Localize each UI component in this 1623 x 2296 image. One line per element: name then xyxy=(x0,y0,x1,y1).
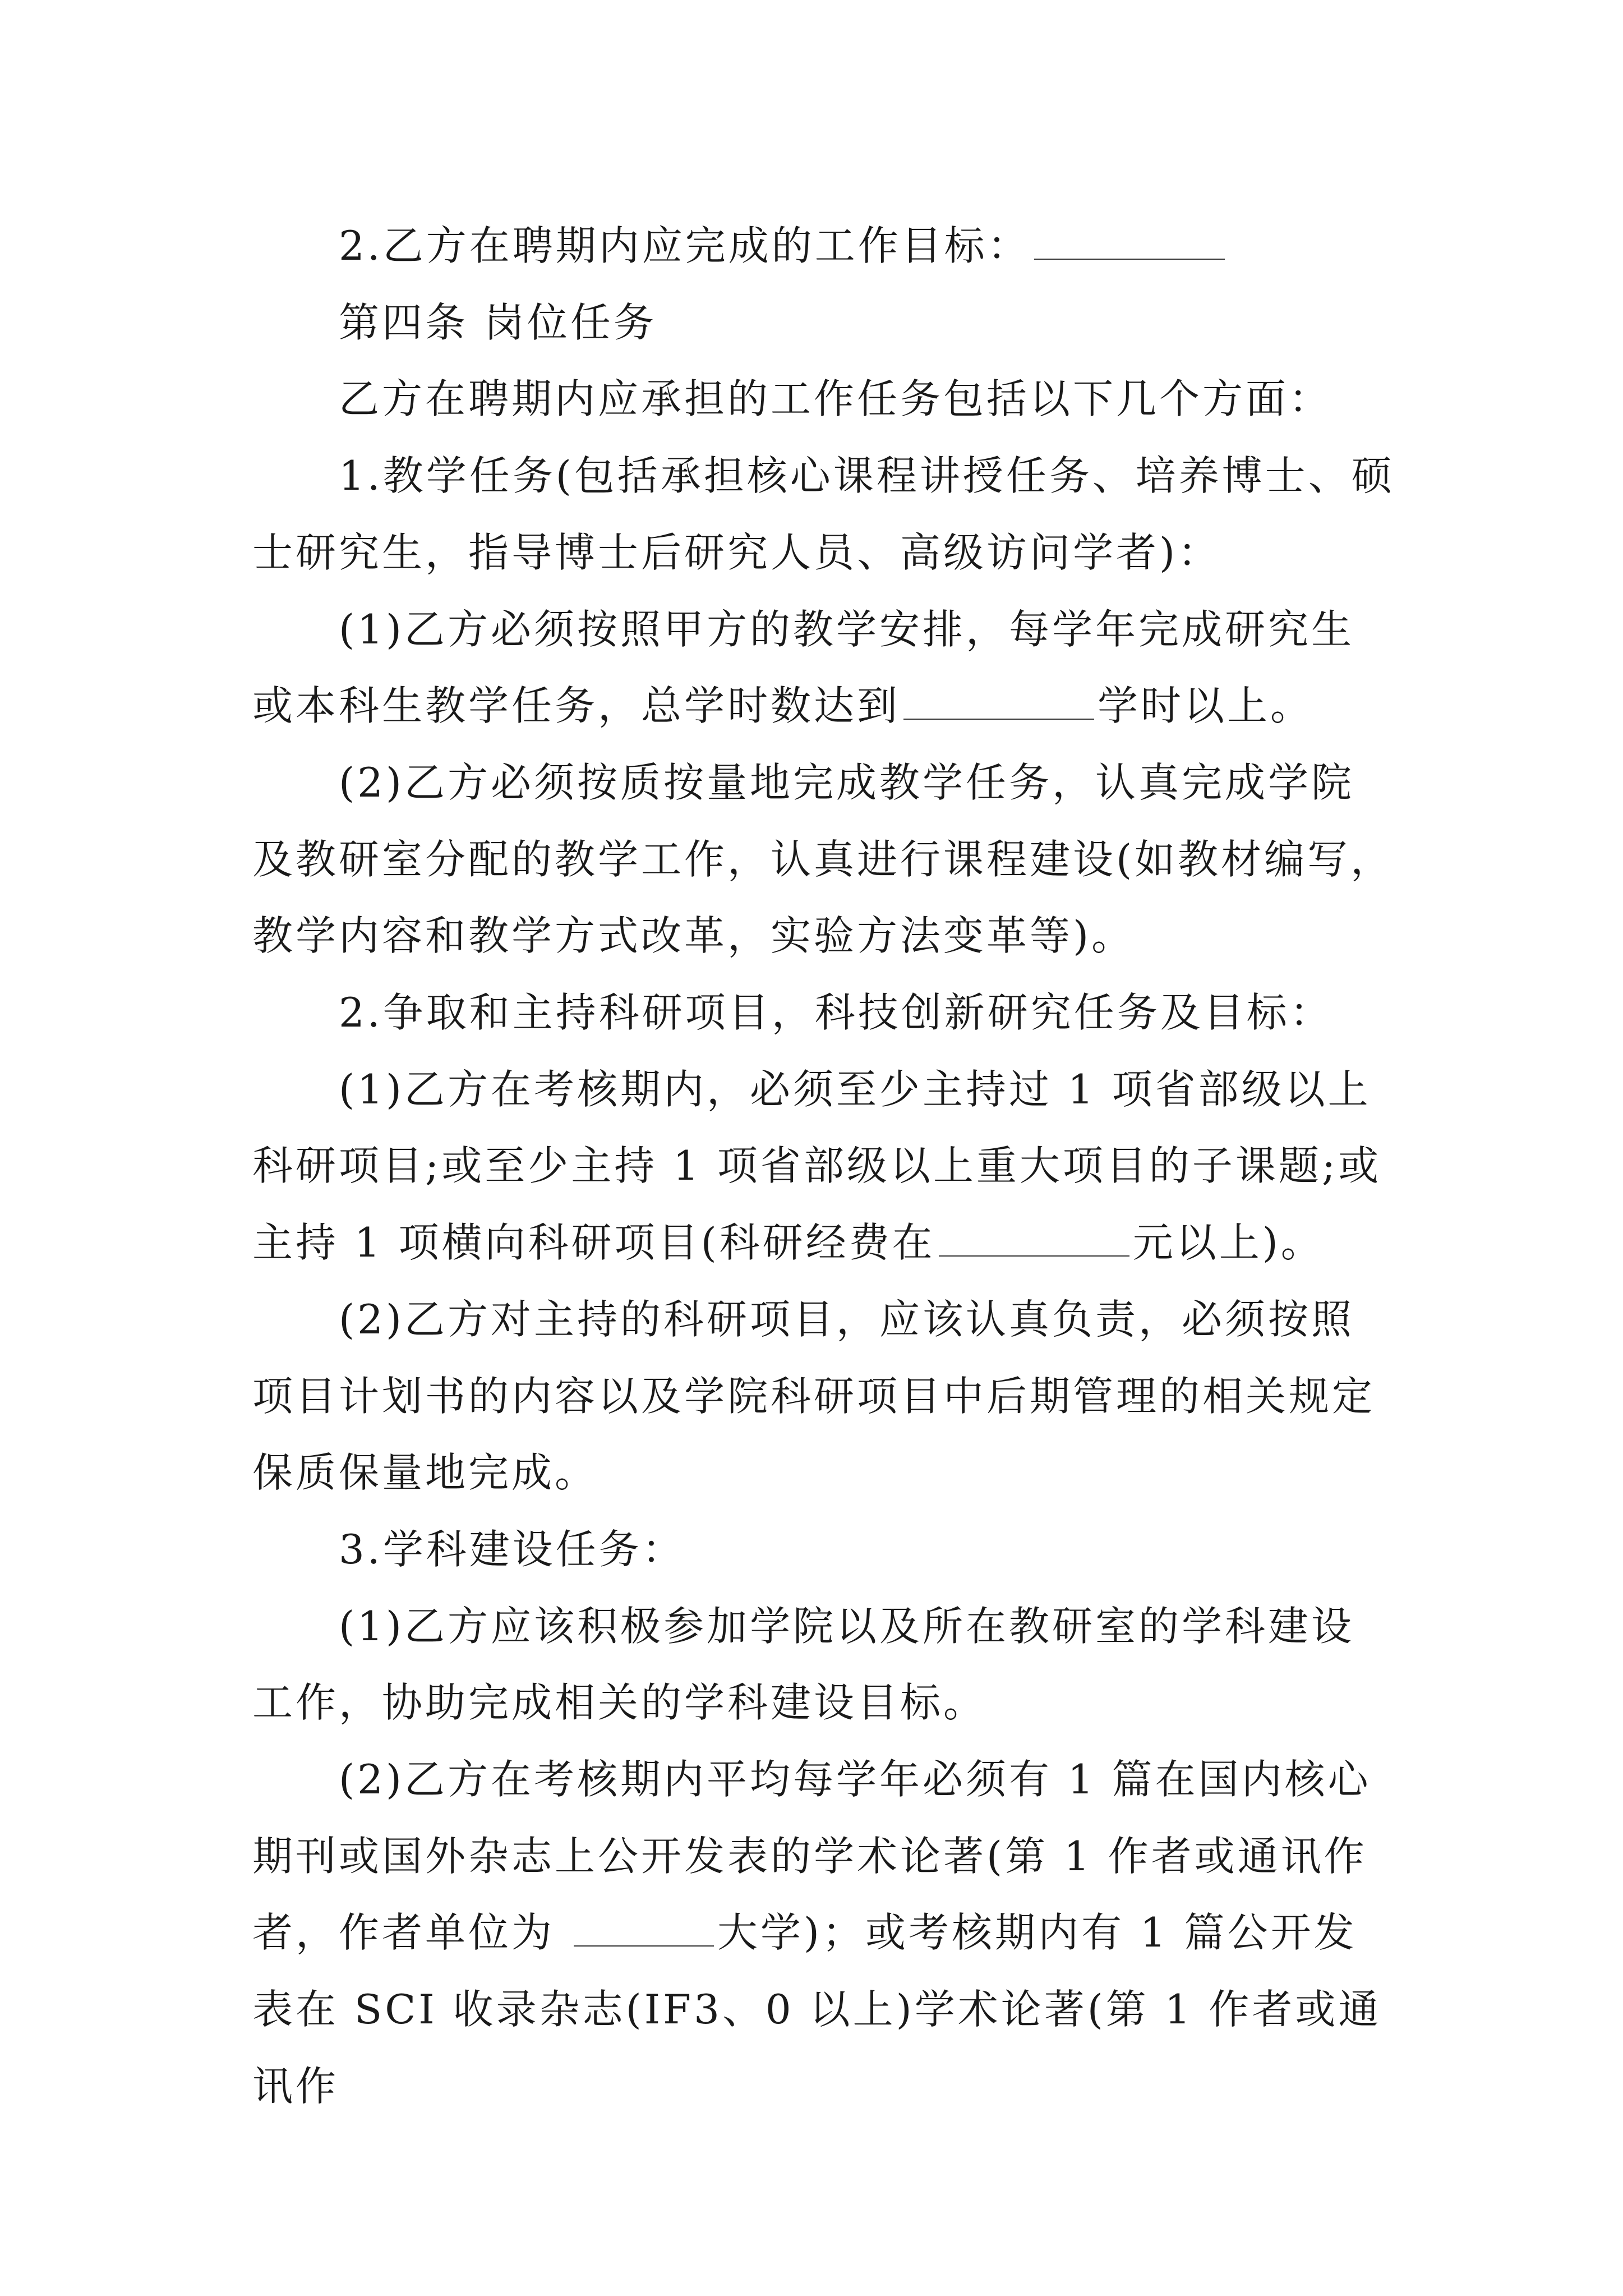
paragraph-research-projects xyxy=(252,1051,1396,1281)
paragraph-intro: 乙方在聘期内应承担的工作任务包括以下几个方面： xyxy=(339,375,1332,423)
fill-in-blank xyxy=(574,1945,714,1947)
paragraph-text: (1)乙方必须按照甲方的教学安排，每学年完成研究生或本科生教学任务，总学时数达到 xyxy=(252,605,1354,730)
paragraph-teaching-hours xyxy=(252,591,1396,744)
paragraph-text: 大学)；或考核期内有 1 篇公开发表在 SCI 收录杂志(IF3、0 以上)学术论著(第 1 作者或通讯作 xyxy=(252,1909,1382,2110)
paragraph-teaching-quality: (2)乙方必须按质按量地完成教学任务，认真完成学院及教研室分配的教学工作，认真进行课程建设(如教材编写，教学内容和教学方式改革，实验方法变革等)。 xyxy=(252,758,1394,960)
document-body xyxy=(252,208,1396,2125)
fill-in-blank xyxy=(939,1255,1129,1257)
paragraph-research-task: 2.争取和主持科研项目，科技创新研究任务及目标： xyxy=(339,989,1333,1037)
paragraph-discipline-participation: (1)乙方应该积极参加学院以及所在教研室的学科建设工作，协助完成相关的学科建设目标。 xyxy=(252,1602,1354,1727)
paragraph-text: 学时以上。 xyxy=(1098,682,1314,730)
paragraph-text: (2)乙方在考核期内平均每学年必须有 1 篇在国内核心期刊或国外杂志上公开发表的学术论著(第 1 作者或通讯作者，作者单位为 xyxy=(252,1756,1371,1957)
paragraph-discipline-task: 3.学科建设任务： xyxy=(339,1525,685,1573)
paragraph-work-goal xyxy=(252,208,1396,284)
section-heading-article-4: 第四条 岗位任务 xyxy=(339,298,657,346)
fill-in-blank xyxy=(1034,258,1225,260)
paragraph-publications xyxy=(252,1741,1396,2125)
fill-in-blank xyxy=(903,718,1094,720)
paragraph-text: 元以上)。 xyxy=(1132,1219,1324,1267)
paragraph-text: (1)乙方在考核期内，必须至少主持过 1 项省部级以上科研项目;或至少主持 1 项省部级以上重大项目的子课题;或主持 1 项横向科研项目(科研经费在 xyxy=(252,1065,1382,1267)
paragraph-teaching-task: 1.教学任务(包括承担核心课程讲授任务、培养博士、硕士研究生，指导博士后研究人员、高级访问学者)： xyxy=(252,452,1395,576)
paragraph-text: 2.乙方在聘期内应完成的工作目标： xyxy=(339,222,1031,269)
paragraph-research-responsibility: (2)乙方对主持的科研项目，应该认真负责，必须按照项目计划书的内容以及学院科研项目中后期管理的相关规定保质保量地完成。 xyxy=(252,1295,1376,1497)
